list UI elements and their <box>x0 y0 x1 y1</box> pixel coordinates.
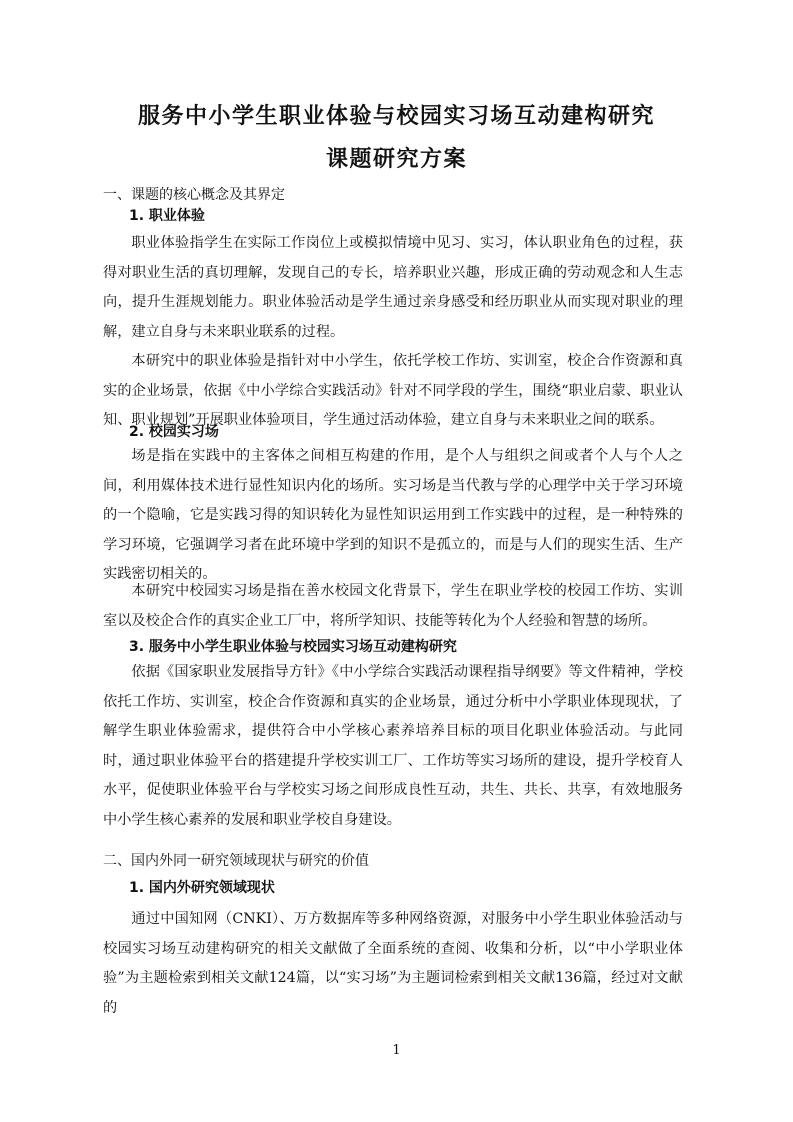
section-1-1-heading: 1. 职业体验 <box>129 208 205 224</box>
document-title: 服务中小学生职业体验与校园实习场互动建构研究 <box>137 104 655 129</box>
document-subtitle: 课题研究方案 <box>325 147 467 172</box>
section-1-2-paragraph-2: 本研究中校园实习场是指在善水校园文化背景下，学生在职业学校的校园工作坊、实训室以及校企合作的真实企业工厂中，将所学知识、技能等转化为个人经验和智慧的场所。 <box>103 583 683 629</box>
section-1-1-paragraph-2: 本研究中的职业体验是指针对中小学生，依托学校工作坊、实训室，校企合作资源和真实的企业场景，依据《中小学综合实践活动》针对不同学段的学生，围绕“职业启蒙、职业认知、职业规划”开展职业体验项目，学生通过活动体验，建立自身与未来职业之间的联系。 <box>103 353 683 429</box>
section-1-3-heading: 3. 服务中小学生职业体验与校园实习场互动建构研究 <box>129 639 457 655</box>
section-1-3-paragraph-1: 依据《国家职业发展指导方针》《中小学综合实践活动课程指导纲要》等文件精神，学校依托工作坊、实训室，校企合作资源和真实的企业场景，通过分析中小学职业体现现状，了解学生职业体验需求，提供符合中小学核心素养培养目标的项目化职业体验活动。与此同时，通过职业体验平台的搭建提升学校实训工厂、工作坊等实习场所的建设，提升学校育人水平，促使职业体验平台与学校实习场之间形成良性互动，共生、共长、共享，有效地服务中小学生核心素养的发展和职业学校自身建设。 <box>103 664 683 828</box>
section-1-2-heading: 2. 校园实习场 <box>129 424 219 440</box>
page-number: 1 <box>392 1043 401 1058</box>
section-2-1-heading: 1. 国内外研究领域现状 <box>129 880 275 896</box>
section-1-heading: 一、课题的核心概念及其界定 <box>103 187 285 203</box>
section-1-1-paragraph-1: 职业体验指学生在实际工作岗位上或模拟情境中见习、实习，体认职业角色的过程，获得对职业生活的真切理解，发现自己的专长，培养职业兴趣，形成正确的劳动观念和人生志向，提升生涯规划能力。职业体验活动是学生通过亲身感受和经历职业从而实现对职业的理解，建立自身与未来职业联系的过程。 <box>103 235 683 340</box>
section-2-1-paragraph-1: 通过中国知网（CNKI）、万方数据库等多种网络资源，对服务中小学生职业体验活动与校园实习场互动建构研究的相关文献做了全面系统的查阅、收集和分析，以“中小学职业体验”为主题检索到相关文献124篇，以“实习场”为主题词检索到相关文献136篇，经过对文献的 <box>103 911 683 1016</box>
section-2-heading: 二、国内外同一研究领域现状与研究的价值 <box>103 853 369 869</box>
section-1-2-paragraph-1: 场是指在实践中的主客体之间相互构建的作用，是个人与组织之间或者个人与个人之间，利用媒体技术进行显性知识内化的场所。实习场是当代教与学的心理学中关于学习环境的一个隐喻，它是实践习得的知识转化为显性知识运用到工作实践中的过程，是一种特殊的学习环境，它强调学习者在此环境中学到的知识不是孤立的，而是与人们的现实生活、生产实践密切相关的。 <box>103 448 683 583</box>
